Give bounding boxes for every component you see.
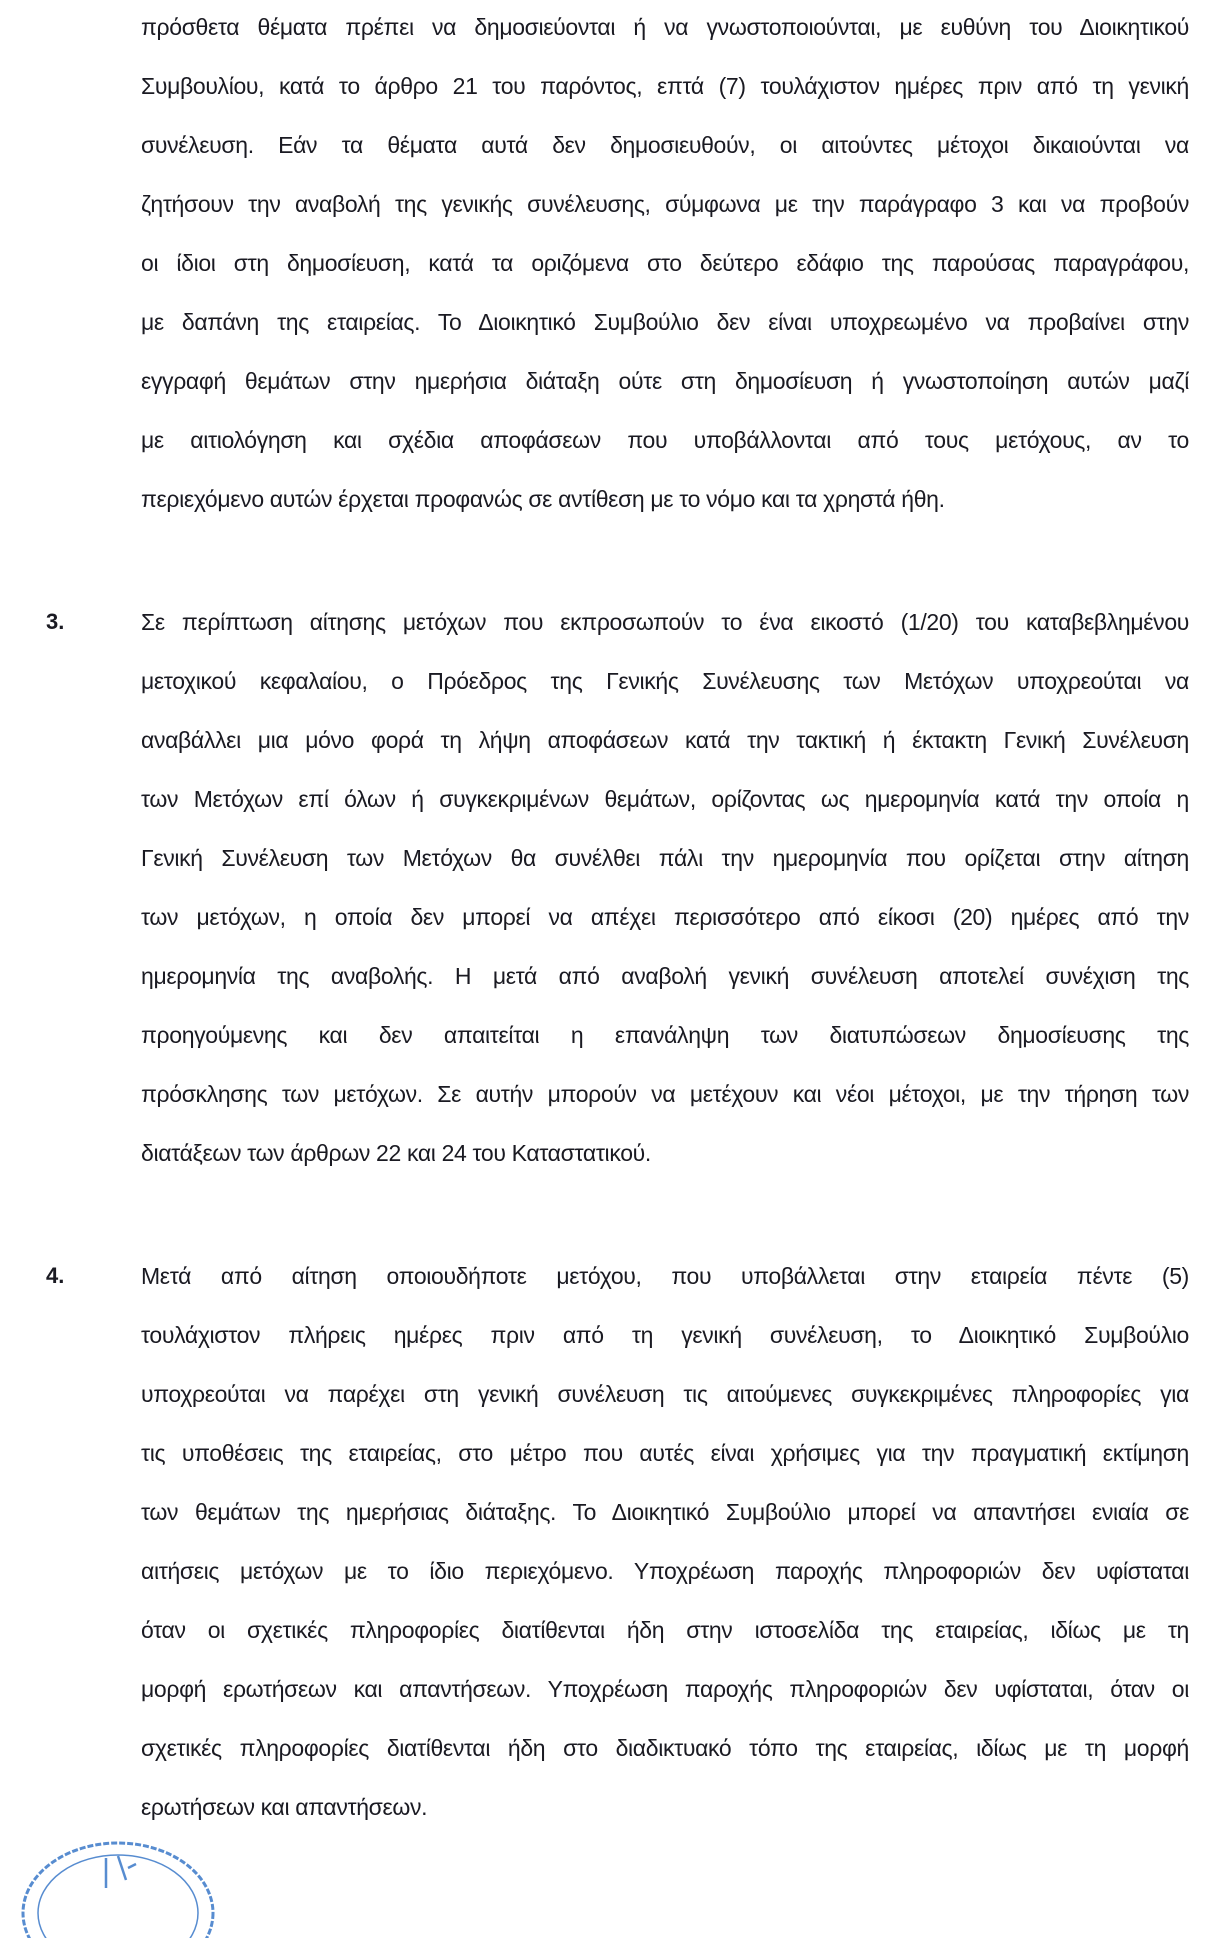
text-line: των Μετόχων επί όλων ή συγκεκριμένων θεμάτων, ορίζοντας ως ημερομηνία κατά την οποία η <box>141 786 1189 812</box>
text-line: Μετά από αίτηση οποιουδήποτε μετόχου, που υποβάλλεται στην εταιρεία πέντε (5) <box>141 1263 1189 1289</box>
paragraph-number: 3. <box>46 609 65 634</box>
text-line: Συμβουλίου, κατά το άρθρο 21 του παρόντος, επτά (7) τουλάχιστον ημέρες πριν από τη γενική <box>141 73 1189 99</box>
text-line: πρόσκλησης των μετόχων. Σε αυτήν μπορούν να μετέχουν και νέοι μέτοχοι, με την τήρηση των <box>141 1081 1189 1107</box>
text-line-last: ερωτήσεων και απαντήσεων. <box>141 1794 428 1820</box>
text-line: των θεμάτων της ημερήσιας διάταξης. Το Διοικητικό Συμβούλιο μπορεί να απαντήσει ενιαία σε <box>141 1499 1189 1525</box>
text-line: Γενική Συνέλευση των Μετόχων θα συνέλθει πάλι την ημερομηνία που ορίζεται στην αίτηση <box>141 845 1189 871</box>
text-line: τις υποθέσεις της εταιρείας, στο μέτρο που αυτές είναι χρήσιμες για την πραγματική εκτίμηση <box>141 1440 1189 1466</box>
text-line: σχετικές πληροφορίες διατίθενται ήδη στο διαδικτυακό τόπο της εταιρείας, ιδίως με τη μορφή <box>141 1735 1189 1761</box>
text-line: όταν οι σχετικές πληροφορίες διατίθενται ήδη στην ιστοσελίδα της εταιρείας, ιδίως με τη <box>141 1617 1189 1643</box>
text-line-last: διατάξεων των άρθρων 22 και 24 του Καταστατικού. <box>141 1140 651 1166</box>
text-line: οι ίδιοι στη δημοσίευση, κατά τα οριζόμενα στο δεύτερο εδάφιο της παρούσας παραγράφου, <box>141 250 1189 276</box>
text-line: ζητήσουν την αναβολή της γενικής συνέλευσης, σύμφωνα με την παράγραφο 3 και να προβούν <box>141 191 1189 217</box>
text-line: με αιτιολόγηση και σχέδια αποφάσεων που υποβάλλονται από τους μετόχους, αν το <box>141 427 1189 453</box>
text-line: πρόσθετα θέματα πρέπει να δημοσιεύονται ή να γνωστοποιούνται, με ευθύνη του Διοικητικού <box>141 14 1189 40</box>
text-line: αναβάλλει μια μόνο φορά τη λήψη αποφάσεων κατά την τακτική ή έκτακτη Γενική Συνέλευση <box>141 727 1189 753</box>
stamp-mark <box>106 1856 136 1888</box>
text-line: τουλάχιστον πλήρεις ημέρες πριν από τη γενική συνέλευση, το Διοικητικό Συμβούλιο <box>141 1322 1189 1348</box>
text-line: των μετόχων, η οποία δεν μπορεί να απέχει περισσότερο από είκοσι (20) ημέρες από την <box>141 904 1189 930</box>
text-line: αιτήσεις μετόχων με το ίδιο περιεχόμενο. Υποχρέωση παροχής πληροφοριών δεν υφίσταται <box>141 1558 1189 1584</box>
text-line: Σε περίπτωση αίτησης μετόχων που εκπροσωπούν το ένα εικοστό (1/20) του καταβεβλημένου <box>141 609 1189 635</box>
text-line: μετοχικού κεφαλαίου, ο Πρόεδρος της Γενικής Συνέλευσης των Μετόχων υποχρεούται να <box>141 668 1189 694</box>
paragraph-number: 4. <box>46 1263 65 1288</box>
text-line: ημερομηνία της αναβολής. Η μετά από αναβολή γενική συνέλευση αποτελεί συνέχιση της <box>141 963 1189 989</box>
text-line: εγγραφή θεμάτων στην ημερήσια διάταξη ούτε στη δημοσίευση ή γνωστοποίηση αυτών μαζί <box>141 368 1189 394</box>
text-line: υποχρεούται να παρέχει στη γενική συνέλευση τις αιτούμενες συγκεκριμένες πληροφορίες για <box>141 1381 1189 1407</box>
text-line: μορφή ερωτήσεων και απαντήσεων. Υποχρέωση παροχής πληροφοριών δεν υφίσταται, όταν οι <box>141 1676 1189 1702</box>
stamp-inner-ring <box>38 1855 198 1938</box>
text-line: προηγούμενης και δεν απαιτείται η επανάληψη των διατυπώσεων δημοσίευσης της <box>141 1022 1189 1048</box>
text-line: με δαπάνη της εταιρείας. Το Διοικητικό Συμβούλιο δεν είναι υποχρεωμένο να προβαίνει στην <box>141 309 1189 335</box>
text-line: συνέλευση. Εάν τα θέματα αυτά δεν δημοσιευθούν, οι αιτούντες μέτοχοι δικαιούνται να <box>141 132 1189 158</box>
text-line-last: περιεχόμενο αυτών έρχεται προφανώς σε αντίθεση με το νόμο και τα χρηστά ήθη. <box>141 486 945 512</box>
stamp-seal-icon <box>18 1818 218 1938</box>
